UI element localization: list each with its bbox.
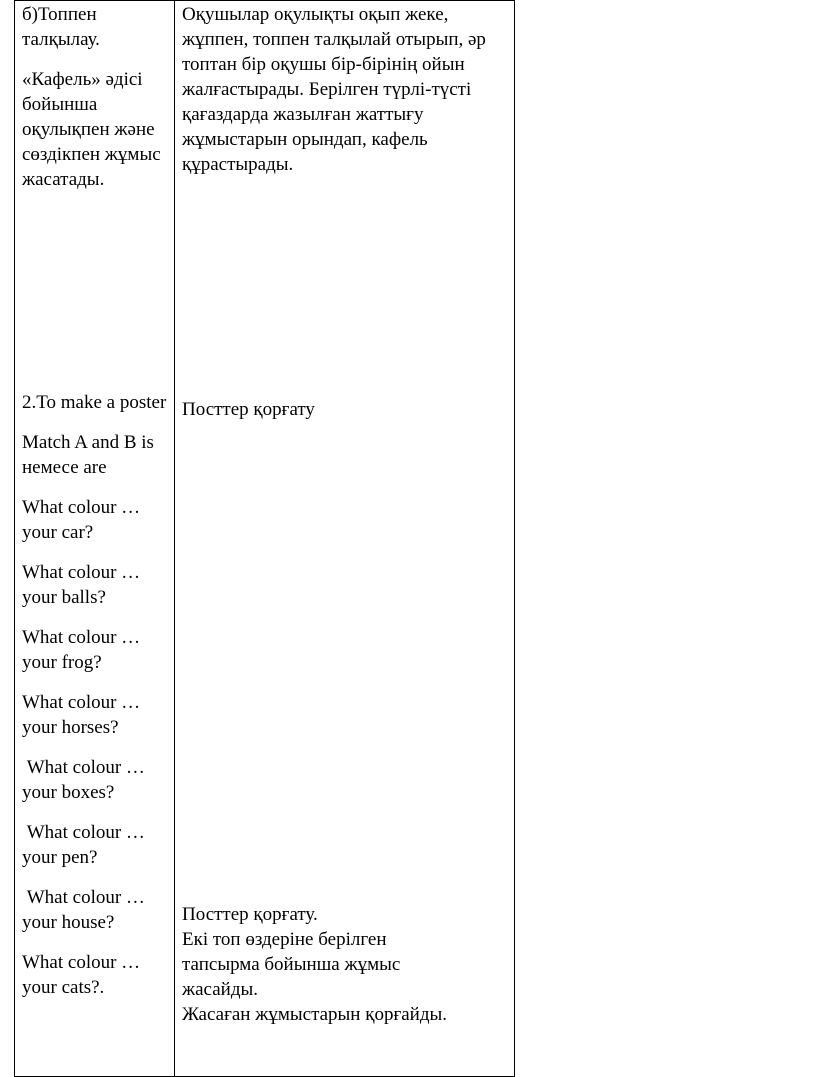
row1-left-desc: «Кафель» әдісі бойынша оқулықпен және сөздікпен жұмыс жасатады. — [22, 69, 161, 190]
question-item: What colour … your frog? — [22, 627, 141, 673]
row2-right-top-text: Посттер қорғату — [182, 399, 315, 420]
question-item: What colour … your car? — [22, 497, 141, 543]
table-top-border — [14, 0, 515, 1]
question-item: What colour … your boxes? — [22, 757, 150, 803]
row2-left-title: 2.To make a poster — [22, 392, 167, 413]
row2-right-bottom-line: Жасаған жұмыстарын қорғайды. — [182, 1004, 448, 1025]
question-item: What colour … your horses? — [22, 692, 141, 738]
row2-right-bottom-line: Посттер қорғату. — [182, 904, 318, 925]
row1-left-title: б)Топпен талқылау. — [22, 4, 100, 50]
question-item: What colour … your cats?. — [22, 952, 141, 998]
column-divider — [174, 0, 175, 1077]
row1-left-cell — [22, 2, 167, 192]
question-item: What colour … your pen? — [22, 822, 150, 868]
question-item: What colour … your house? — [22, 887, 150, 933]
question-item: What colour … your balls? — [22, 562, 141, 608]
row1-right-cell — [182, 2, 512, 177]
row1-right-text: Оқушылар оқулықты оқып жеке, жұппен, топпен талқылай отырып, әр топтан бір оқушы бір-бірінің ойын жалғастырады. Берілген түрлі-түсті қағаздарда жазылған жаттығу жұмыстарын орындап, кафель құрастырады. — [182, 4, 486, 175]
row2-right-bottom-line: Екі топ өздеріне берілген тапсырма бойынша жұмыс жасайды. — [182, 929, 401, 1000]
row2-left-subtitle: Match A and B is немесе are — [22, 432, 154, 478]
row2-right-top-cell — [182, 397, 512, 422]
row2-right-bottom-cell — [182, 902, 512, 1027]
row2-left-cell — [22, 390, 167, 1000]
